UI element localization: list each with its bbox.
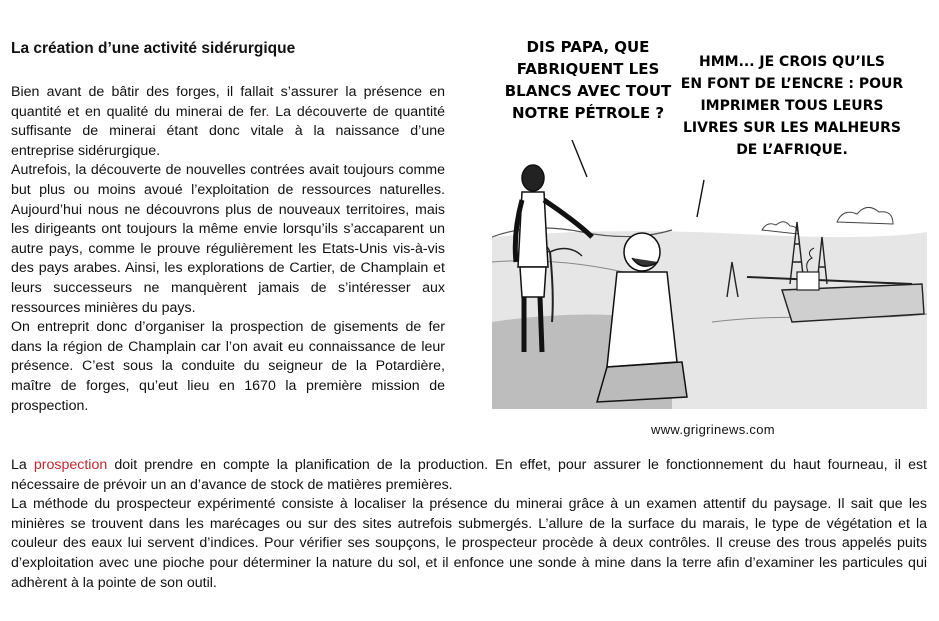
paragraph-planification xyxy=(11,456,927,495)
image-credit: www.grigrinews.com xyxy=(651,422,775,437)
paragraph-text: La découverte de quantité suffisante de minerai étant donc vitale à la naissance d’une entreprise sidérurgique. xyxy=(11,103,445,159)
speech-bubble-father-line: EN FONT DE L’ENCRE : POUR xyxy=(680,76,904,92)
paragraph-text: doit prendre en compte la planification de la production. En effet, pour assurer le fonctionnement du haut fourneau, il est nécessaire de prévoir un an d’avance de stock de matières premières. xyxy=(11,457,927,493)
speech-bubble-father-line: IMPRIMER TOUS LEURS xyxy=(700,98,884,114)
cartoon-illustration xyxy=(492,22,927,409)
speech-bubble-father-line: LIVRES SUR LES MALHEURS xyxy=(682,120,902,136)
page-title: La création d’une activité sidérurgique xyxy=(11,40,296,57)
paragraph-prospection-champlain: On entreprit donc d’organiser la prospection de gisements de fer dans la région de Champlain car l’on avait eu connaissance de leur présence. C’est sous la conduite du seigneur de la Potardière, maître de forges, qu’eut lieu en 1670 la première mission de prospection. xyxy=(11,319,445,414)
highlighted-term: prospection xyxy=(33,457,108,473)
lower-text-block xyxy=(11,456,927,593)
red-period: . xyxy=(265,103,270,120)
paragraph-text: Bien avant de bâtir des forges, il fallait s’assurer la présence en quantité et en qualité du minerai de fer xyxy=(11,84,445,120)
speech-bubble-child-line: BLANCS AVEC TOUT xyxy=(504,82,672,100)
speech-bubble-father-line: HMM... JE CROIS QU’ILS xyxy=(699,54,885,70)
paragraph-minerai xyxy=(11,83,445,161)
left-text-column xyxy=(11,83,445,416)
speech-bubble-father-line: DE L’AFRIQUE. xyxy=(736,142,848,158)
paragraph-methode: La méthode du prospecteur expérimenté consiste à localiser la présence du minerai grâce à un examen attentif du paysage. Il sait que les minières se trouvent dans les marécages ou sur des sites autrefois submergés. L’allure de la surface du marais, le type de végétation et la couleur des eaux lui servent d’indices. Pour vérifier ses soupçons, le prospecteur procède à deux contrôles. Il creuse des trous appelés puits d’exploitation avec une pioche pour déterminer la nature du sol, et il enfonce une sonde à mine dans la terre afin d’examiner les particules qui adhèrent à la pointe de son outil. xyxy=(11,496,927,591)
speech-bubble-child-line: NOTRE PÉTROLE ? xyxy=(511,104,665,122)
speech-bubble-child-line: DIS PAPA, QUE xyxy=(526,38,650,56)
paragraph-autrefois: Autrefois, la découverte de nouvelles contrées avait toujours comme but plus ou moins avoué l’exploitation de ressources naturelles. Aujourd’hui nous ne découvrons plus de nouveaux territoires, mais les dirigeants ont toujours la même envie lorsqu’ils s’accaparent un autre pays, comme le prouve régulièrement les Etats-Unis vis-à-vis des pays arabes. Ainsi, les explorations de Cartier, de Champlain et leurs successeurs ne manquèrent jamais de s’intéresser aux ressources minières du pays. xyxy=(11,162,445,316)
speech-bubble-child-line: FABRIQUENT LES xyxy=(516,60,660,78)
paragraph-text: La xyxy=(11,457,34,473)
